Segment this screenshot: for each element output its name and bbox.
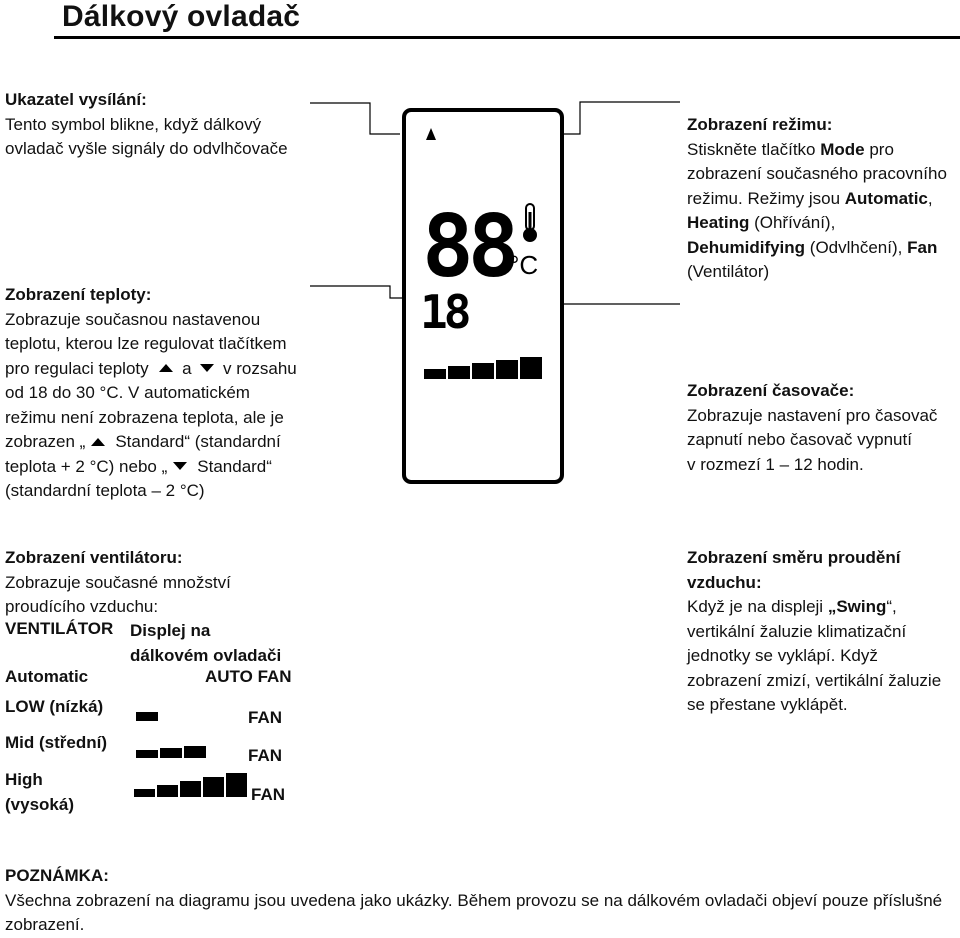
airflow-line: se přestane vyklápět. <box>687 695 848 714</box>
fan-bar <box>160 748 182 758</box>
mode-line: zobrazení současného pracovního <box>687 164 947 183</box>
airflow-line: vertikální žaluzie klimatizační <box>687 621 907 641</box>
title-divider <box>54 36 960 39</box>
timer-heading: Zobrazení časovače: <box>687 381 855 400</box>
fan-bar <box>157 785 178 797</box>
fan-row-display: FAN <box>251 785 285 804</box>
fan-table-header-display: Displej na dálkovém ovladači <box>130 621 282 665</box>
mode-heading: Zobrazení režimu: <box>687 115 833 134</box>
fan-bar <box>520 357 542 379</box>
airflow-line: zobrazení zmizí, vertikální žaluzie <box>687 670 942 690</box>
fan-bar <box>448 366 470 379</box>
fan-line: Zobrazuje současné množství <box>5 572 231 592</box>
fan-bar <box>203 777 224 797</box>
up-arrow-icon <box>159 364 173 372</box>
note-line: zobrazení. <box>5 915 85 934</box>
fan-row-display: FAN <box>248 746 282 765</box>
mode-line: Heating (Ohřívání), <box>687 213 836 232</box>
airflow-line: Když je na displeji „Swing“, <box>687 597 897 616</box>
temperature-line: zobrazen „ Standard“ (standardní <box>5 432 281 451</box>
temperature-line: (standardní teplota – 2 °C) <box>5 481 205 500</box>
airflow-line: jednotky se vyklápí. Když <box>687 646 878 665</box>
down-arrow-icon <box>200 364 214 372</box>
fan-row-display: FAN <box>248 708 282 727</box>
airflow-section <box>687 546 941 718</box>
fan-bar <box>226 773 247 797</box>
temperature-line: režimu není zobrazena teplota, ale je <box>5 407 284 427</box>
fan-level-low-icon <box>136 712 158 721</box>
temperature-line: teplota + 2 °C) nebo „ Standard“ <box>5 456 272 476</box>
lcd-temperature-digits: 88 <box>422 197 514 297</box>
fan-bar <box>472 363 494 379</box>
timer-section <box>687 379 937 477</box>
fan-level-high-icon <box>134 773 247 797</box>
fan-row-label: Automatic <box>5 667 89 686</box>
temperature-heading: Zobrazení teploty: <box>5 285 152 304</box>
fan-bar <box>424 369 446 379</box>
temperature-line: Zobrazuje současnou nastavenou <box>5 309 261 329</box>
temperature-line: od 18 do 30 °C. V automatickém <box>5 383 250 402</box>
fan-table-header-mode: VENTILÁTOR <box>5 619 114 638</box>
timer-line: v rozmezí 1 – 12 hodin. <box>687 454 864 474</box>
transmit-line: ovladač vyšle signály do odvlhčovače <box>5 139 288 158</box>
down-arrow-icon <box>173 462 187 470</box>
fan-bar <box>184 746 206 758</box>
lcd-timer-digits: 18 <box>420 285 468 339</box>
transmit-section <box>5 88 288 162</box>
note-heading: POZNÁMKA: <box>5 866 109 885</box>
mode-section <box>687 113 947 285</box>
fan-section <box>5 546 231 620</box>
fan-bar <box>180 781 201 797</box>
airflow-heading: vzduchu: <box>687 572 762 592</box>
lcd-unit: °C <box>509 250 539 280</box>
fan-row-label: LOW (nízká) <box>5 697 104 716</box>
fan-bar <box>136 750 158 758</box>
note-section <box>5 864 942 938</box>
fan-level-mid-icon <box>136 746 206 758</box>
note-line: Všechna zobrazení na diagramu jsou uvedena jako ukázky. Během provozu se na dálkovém ovladači objeví pouze příslušné <box>5 890 943 910</box>
fan-bar <box>134 789 155 797</box>
mode-line: (Ventilátor) <box>687 262 770 281</box>
mode-line: režimu. Režimy jsou Automatic, <box>687 188 933 208</box>
mode-line: Dehumidifying (Odvlhčení), Fan <box>687 237 938 257</box>
temperature-line: teplotu, kterou lze regulovat tlačítkem <box>5 334 287 353</box>
mode-line: Stiskněte tlačítko Mode pro <box>687 139 894 159</box>
transmit-heading: Ukazatel vysílání: <box>5 90 147 109</box>
temperature-section <box>5 283 297 504</box>
timer-line: Zobrazuje nastavení pro časovač <box>687 405 938 425</box>
fan-row-label: Mid (střední) <box>5 733 107 752</box>
thermometer-icon <box>523 204 537 242</box>
fan-bar <box>136 712 158 721</box>
airflow-heading: Zobrazení směru proudění <box>687 548 901 567</box>
fan-level-icons <box>132 700 252 800</box>
temperature-line: pro regulaci teploty a v rozsahu <box>5 358 297 378</box>
fan-heading: Zobrazení ventilátoru: <box>5 548 183 567</box>
transmit-leader-line <box>310 103 400 134</box>
fan-bar <box>496 360 518 379</box>
fan-line: proudícího vzduchu: <box>5 597 159 616</box>
up-arrow-icon <box>91 438 105 446</box>
page-title: Dálkový ovladač <box>62 0 301 33</box>
fan-row-label: High (vysoká) <box>5 770 74 814</box>
remote-display-diagram <box>300 98 680 508</box>
fan-row-display: AUTO FAN <box>205 667 292 686</box>
timer-line: zapnutí nebo časovač vypnutí <box>687 430 912 449</box>
mode-leader-line <box>550 102 680 134</box>
transmit-line: Tento symbol blikne, když dálkový <box>5 114 262 134</box>
